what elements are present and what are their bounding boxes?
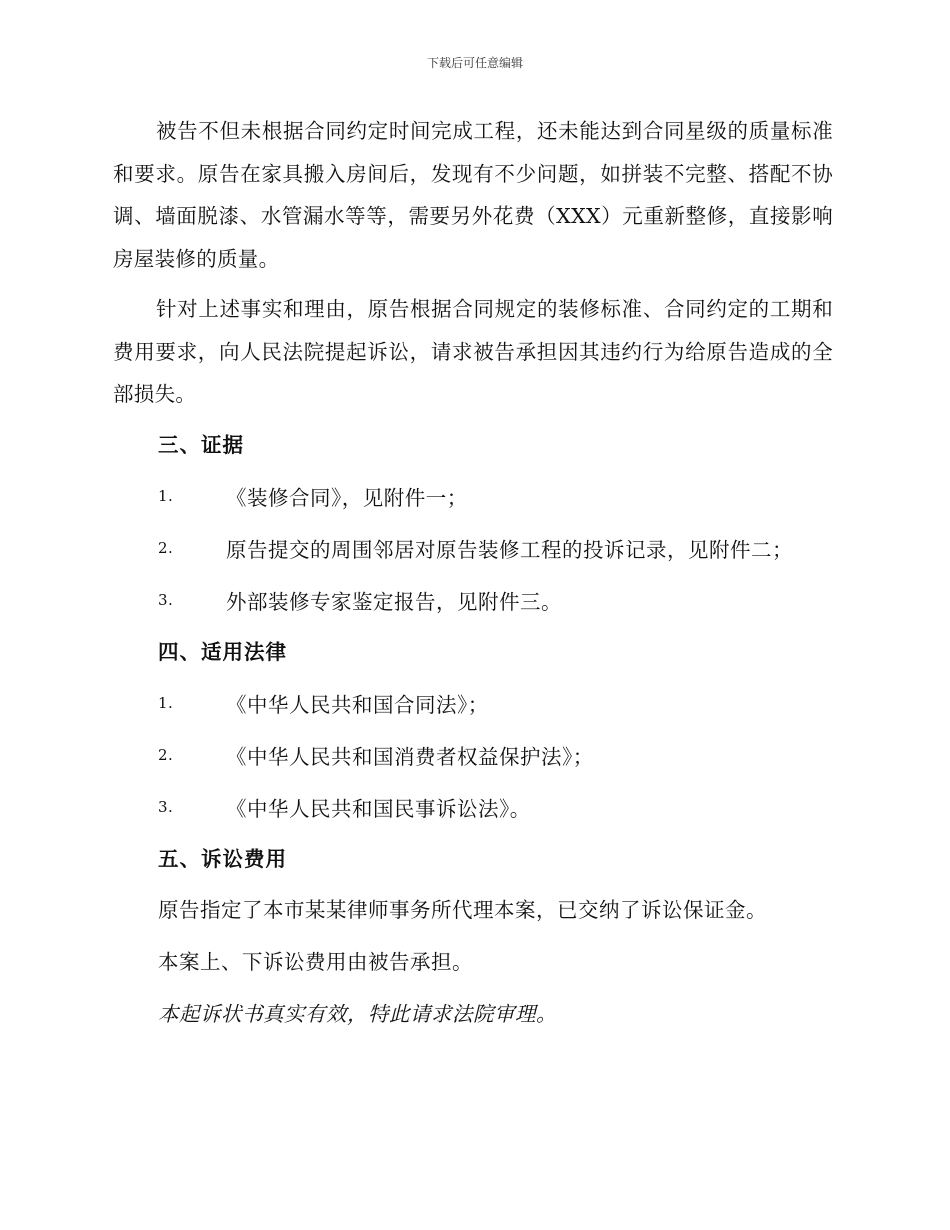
list-text: 《中华人民共和国消费者权益保护法》； bbox=[226, 744, 594, 769]
list-item bbox=[158, 527, 833, 569]
list-number: 3. bbox=[158, 590, 174, 609]
list-item bbox=[158, 786, 833, 828]
list-number: 2. bbox=[158, 538, 174, 557]
closing-statement: 本起诉状书真实有效，特此请求法院审理。 bbox=[158, 1001, 557, 1026]
text-line: 原告指定了本市某某律师事务所代理本案，已交纳了诉讼保证金。 bbox=[158, 897, 767, 922]
section-heading-applicable-law: 四、适用法律 bbox=[158, 639, 287, 664]
list-number: 1. bbox=[158, 486, 174, 505]
section-heading-litigation-fees: 五、诉讼费用 bbox=[158, 846, 287, 871]
list-text: 《中华人民共和国民事诉讼法》。 bbox=[226, 796, 531, 821]
page-header: 下载后可任意编辑 bbox=[426, 56, 523, 70]
paragraph: 被告不但未根据合同约定时间完成工程，还未能达到合同星级的质量标准和要求。原告在家具搬入房间后，发现有不少问题，如拼装不完整、搭配不协调、墙面脱漆、水管漏水等等，需要另外花费（XXX）元重新整修，直接影响房屋装修的质量。 bbox=[113, 119, 833, 271]
paragraph: 针对上述事实和理由，原告根据合同规定的装修标准、合同约定的工期和费用要求，向人民法院提起诉讼，请求被告承担因其违约行为给原告造成的全部损失。 bbox=[113, 297, 833, 406]
section-heading-evidence: 三、证据 bbox=[158, 432, 244, 457]
list-number: 3. bbox=[158, 797, 174, 816]
list-number: 1. bbox=[158, 693, 174, 712]
list-text: 《中华人民共和国合同法》； bbox=[226, 692, 489, 717]
list-text: 外部装修专家鉴定报告，见附件三。 bbox=[226, 589, 562, 614]
list-text: 原告提交的周围邻居对原告装修工程的投诉记录，见附件二； bbox=[226, 537, 793, 562]
list-item bbox=[158, 682, 833, 724]
document-body bbox=[113, 110, 833, 1045]
list-item bbox=[158, 579, 833, 621]
text-line: 本案上、下诉讼费用由被告承担。 bbox=[158, 949, 473, 974]
list-number: 2. bbox=[158, 745, 174, 764]
list-item bbox=[158, 734, 833, 776]
list-item bbox=[158, 475, 833, 517]
list-text: 《装修合同》，见附件一； bbox=[226, 485, 468, 510]
